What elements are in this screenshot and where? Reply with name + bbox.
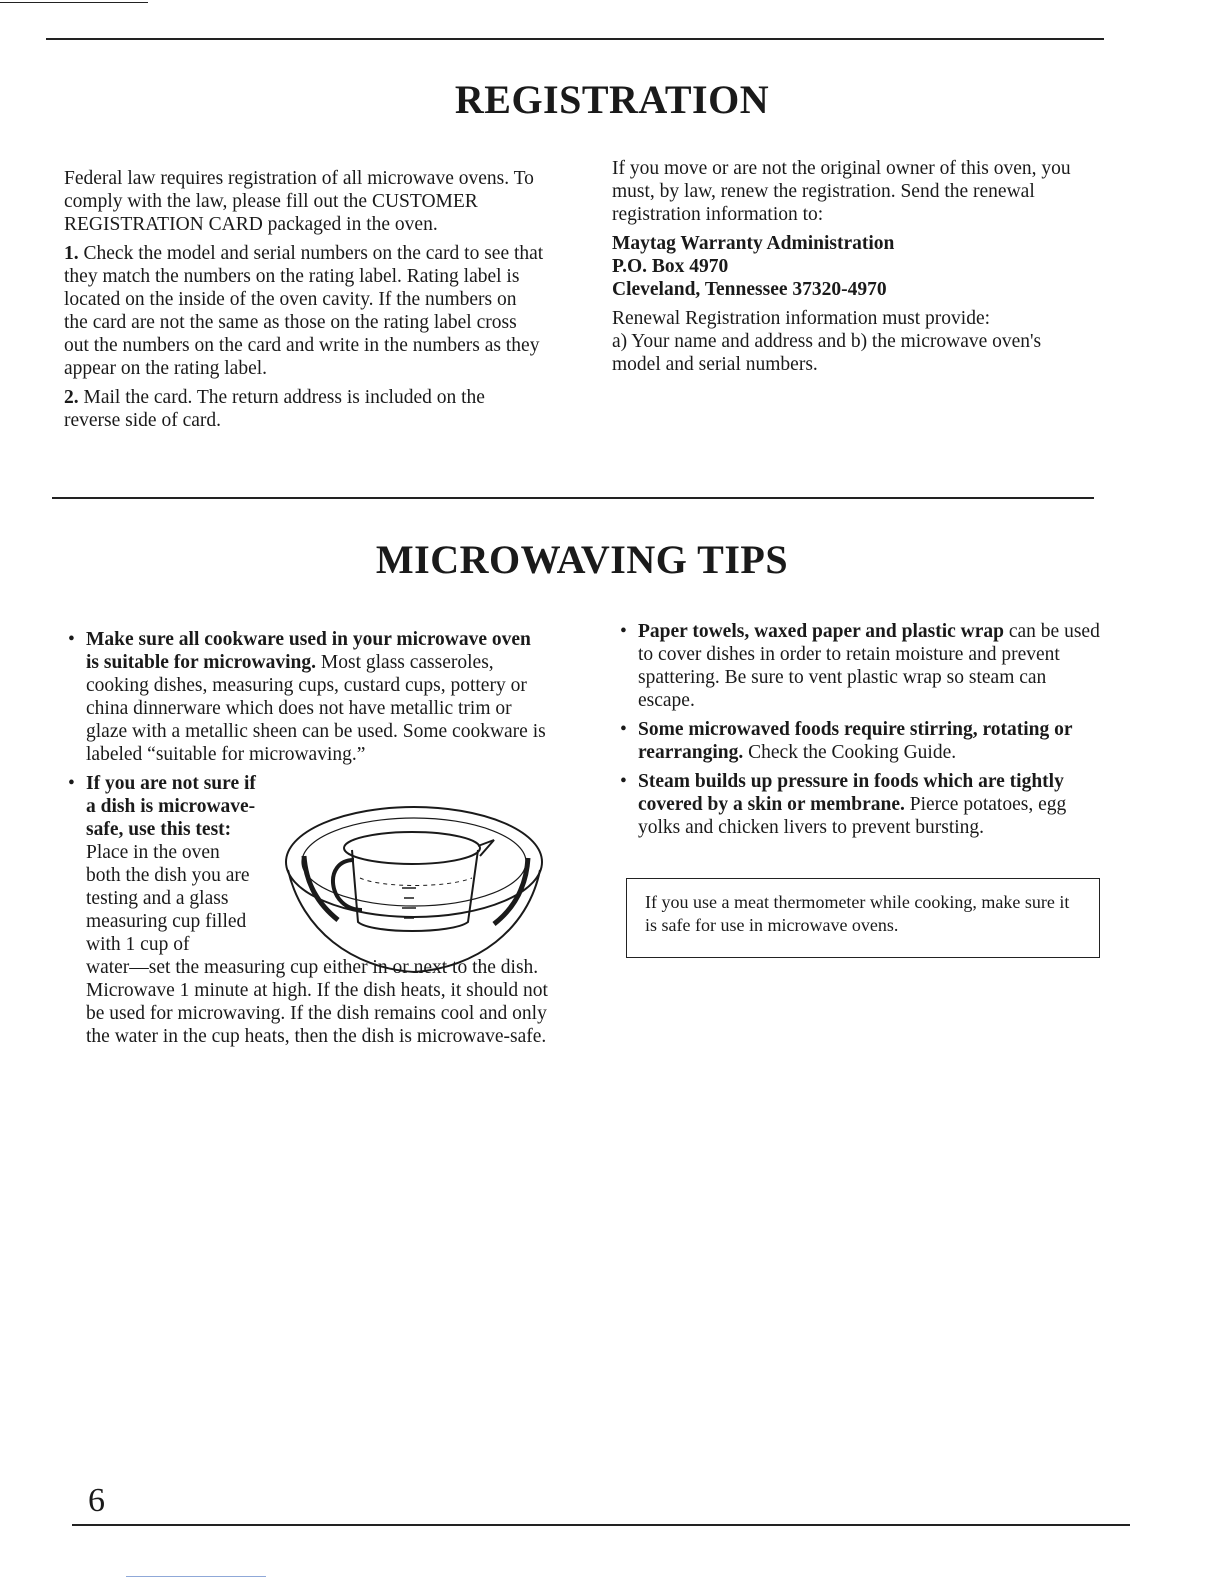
bullet-dot: • xyxy=(620,719,627,740)
tip-dish-test-text-short: Place in the oven both the dish you are testing and a glass measuring cup filled with 1 cup of xyxy=(86,842,250,955)
bottom-edge-rule xyxy=(126,1576,266,1577)
water-line xyxy=(360,878,472,886)
thermometer-note-box xyxy=(626,878,1100,958)
renewal-text: a) Your name and address and b) the microwave oven's model and serial numbers. xyxy=(612,331,1042,375)
cup-measure-marks xyxy=(402,888,416,918)
bowl-body xyxy=(288,870,540,972)
top-edge-rule xyxy=(0,2,148,3)
tip-paper-towels xyxy=(618,620,1104,712)
registration-step-1 xyxy=(64,242,544,380)
tip-stirring-text: Check the Cooking Guide. xyxy=(748,742,957,763)
step-1-number: 1. xyxy=(64,243,79,264)
step-2-text: Mail the card. The return address is included on the reverse side of card. xyxy=(64,387,485,431)
address-line-3: Cleveland, Tennessee 37320-4970 xyxy=(612,279,887,300)
bowl-measuring-cup-illustration xyxy=(282,800,552,980)
bullet-dot: • xyxy=(620,771,627,792)
step-2-number: 2. xyxy=(64,387,79,408)
tips-right-column xyxy=(618,620,1104,839)
bullet-dot: • xyxy=(620,621,627,642)
tip-stirring xyxy=(618,718,1104,764)
tip-steam-text: Pierce potatoes, egg yolks and chicken livers to prevent bursting. xyxy=(638,794,1067,838)
tips-title: MICROWAVING TIPS xyxy=(375,537,789,582)
registration-title: REGISTRATION xyxy=(454,77,770,122)
top-divider xyxy=(46,38,1104,40)
tip-paper-towels-text: can be used to cover dishes in order to retain moisture and prevent spattering. Be sure to vent plastic wrap so steam can escape. xyxy=(638,621,1100,711)
tip-cookware xyxy=(66,628,548,766)
tip-paper-towels-heading: Paper towels, waxed paper and plastic wrap xyxy=(638,621,1004,642)
page-number: 6 xyxy=(88,1482,105,1519)
bullet-dot: • xyxy=(68,629,75,650)
thermometer-note-text: If you use a meat thermometer while cooking, make sure it is safe for use in microwave ovens. xyxy=(645,892,1070,935)
tip-steam xyxy=(618,770,1104,839)
bowl-rim xyxy=(286,807,542,917)
middle-divider xyxy=(52,497,1094,499)
registration-left-column xyxy=(64,167,544,432)
registration-move-notice: If you move or are not the original owner of this oven, you must, by law, renew the registration. Send the renewal registration information to: xyxy=(612,158,1071,225)
registration-step-2 xyxy=(64,386,544,432)
bottom-divider xyxy=(72,1524,1130,1526)
tip-steam-heading: Steam builds up pressure in foods which are tightly covered by a skin or membrane. xyxy=(638,771,1064,815)
tip-stirring-heading: Some microwaved foods require stirring, rotating or rearranging. xyxy=(638,719,1073,763)
step-1-text: Check the model and serial numbers on the card to see that they match the numbers on the rating label. Rating label is located on the inside of the oven cavity. If the numbers on the card are not the same as those on the rating label cross out the numbers on the card and write in the numbers as they appear on the rating label. xyxy=(64,243,544,379)
tip-cookware-heading: Make sure all cookware used in your microwave oven is suitable for microwaving. xyxy=(86,629,531,673)
registration-intro: Federal law requires registration of all microwave ovens. To comply with the law, please fill out the CUSTOMER REGISTRATION CARD packaged in the oven. xyxy=(64,168,534,235)
cup-handle xyxy=(333,860,362,910)
registration-right-column xyxy=(612,157,1092,376)
bullet-dot: • xyxy=(68,773,75,794)
cup-rim xyxy=(344,832,480,864)
renewal-heading: Renewal Registration information must provide: xyxy=(612,308,991,329)
cup-body xyxy=(352,850,478,931)
tip-dish-test-text-rest: water—set the measuring cup either in or next to the dish. Microwave 1 minute at high. If the dish heats, it should not be used for microwaving. If the dish remains cool and only the water in the cup heats, then the dish is microwave-safe. xyxy=(86,957,548,1047)
address-line-1: Maytag Warranty Administration xyxy=(612,233,895,254)
address-line-2: P.O. Box 4970 xyxy=(612,256,729,277)
tip-dish-test-heading: If you are not sure if a dish is microwave-safe, use this test: xyxy=(86,773,256,840)
tip-dish-test-narrow xyxy=(86,772,258,956)
tip-cookware-text: Most glass casseroles, cooking dishes, measuring cups, custard cups, pottery or china dinnerware which does not have metallic trim or glaze with a metallic sheen can be used. Some cookware is labeled “suitable for microwaving.” xyxy=(86,652,546,765)
